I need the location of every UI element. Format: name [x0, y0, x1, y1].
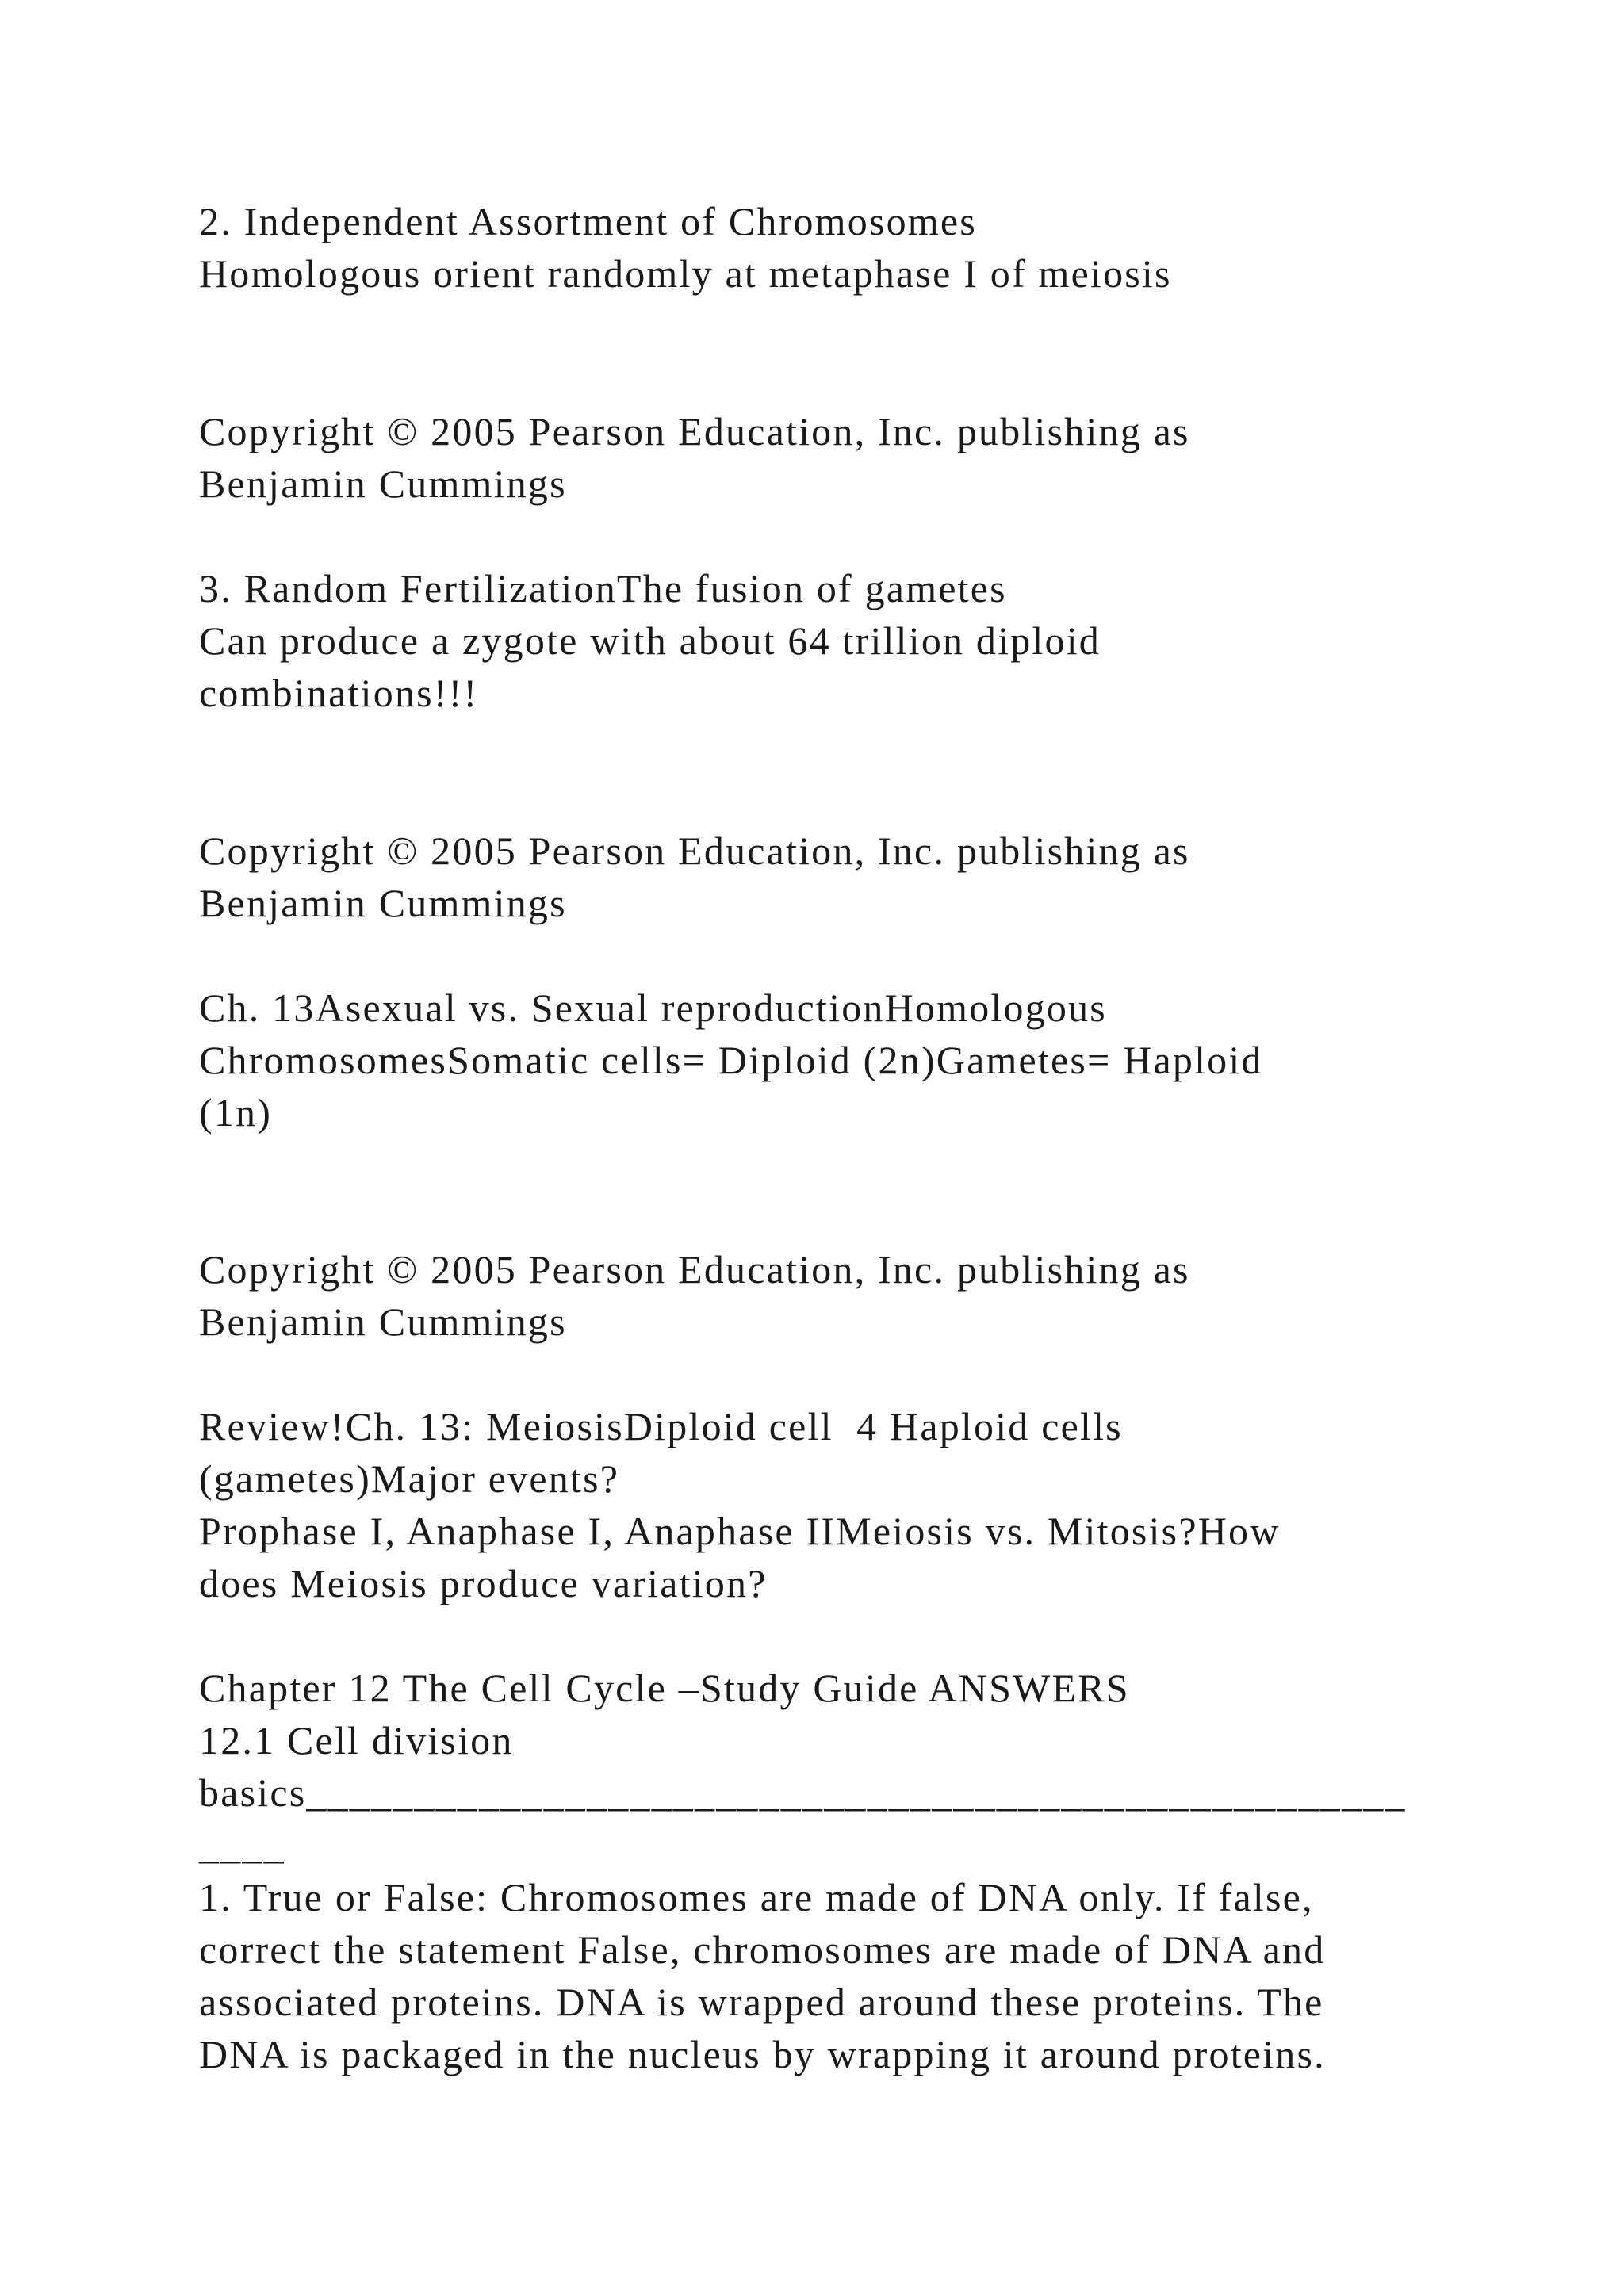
text-line: (gametes)Major events?	[199, 1456, 620, 1501]
answer-line: DNA is packaged in the nucleus by wrapping it around proteins.	[199, 2032, 1326, 2076]
text-line: basics___________________________________________________	[199, 1770, 1407, 1815]
review-meiosis-block	[199, 1400, 1484, 1609]
chapter-heading: Chapter 12 The Cell Cycle –Study Guide ANSWERS	[199, 1666, 1130, 1710]
answer-line: correct the statement False, chromosomes are made of DNA and	[199, 1927, 1326, 1972]
text-line: 2. Independent Assortment of Chromosomes	[199, 199, 977, 243]
text-line: Can produce a zygote with about 64 trillion diploid	[199, 618, 1101, 663]
text-line: does Meiosis produce variation?	[199, 1561, 768, 1605]
text-line: Copyright © 2005 Pearson Education, Inc. publishing as	[199, 409, 1190, 453]
text-line: Copyright © 2005 Pearson Education, Inc. publishing as	[199, 828, 1190, 873]
text-line: (1n)	[199, 1090, 273, 1135]
answer-line: associated proteins. DNA is wrapped around these proteins. The	[199, 1980, 1324, 2024]
copyright-block	[199, 405, 1484, 510]
text-line: ____	[199, 1823, 285, 1867]
text-line: 3. Random FertilizationThe fusion of gametes	[199, 566, 1007, 610]
question-line: 1. True or False: Chromosomes are made of DNA only. If false,	[199, 1875, 1314, 1919]
ch13-summary-block	[199, 982, 1484, 1138]
copyright-block	[199, 825, 1484, 929]
text-line: Benjamin Cummings	[199, 461, 567, 506]
section-heading: 12.1 Cell division	[199, 1718, 514, 1762]
text-line: Ch. 13Asexual vs. Sexual reproductionHomologous	[199, 985, 1107, 1030]
text-line: Homologous orient randomly at metaphase I of meiosis	[199, 251, 1172, 296]
copyright-block	[199, 1243, 1484, 1348]
text-line: Review!Ch. 13: MeiosisDiploid cell 4 Haploid cells	[199, 1404, 1123, 1448]
text-line: Benjamin Cummings	[199, 1299, 567, 1344]
text-line: Copyright © 2005 Pearson Education, Inc. publishing as	[199, 1247, 1190, 1292]
text-line: combinations!!!	[199, 671, 479, 715]
study-guide-block	[199, 1662, 1484, 2080]
text-line: ChromosomesSomatic cells= Diploid (2n)Gametes= Haploid	[199, 1038, 1263, 1082]
random-fertilization-block	[199, 562, 1484, 719]
text-line: Prophase I, Anaphase I, Anaphase IIMeiosis vs. Mitosis?How	[199, 1509, 1281, 1553]
text-line: Benjamin Cummings	[199, 881, 567, 925]
independent-assortment-block	[199, 195, 1484, 300]
